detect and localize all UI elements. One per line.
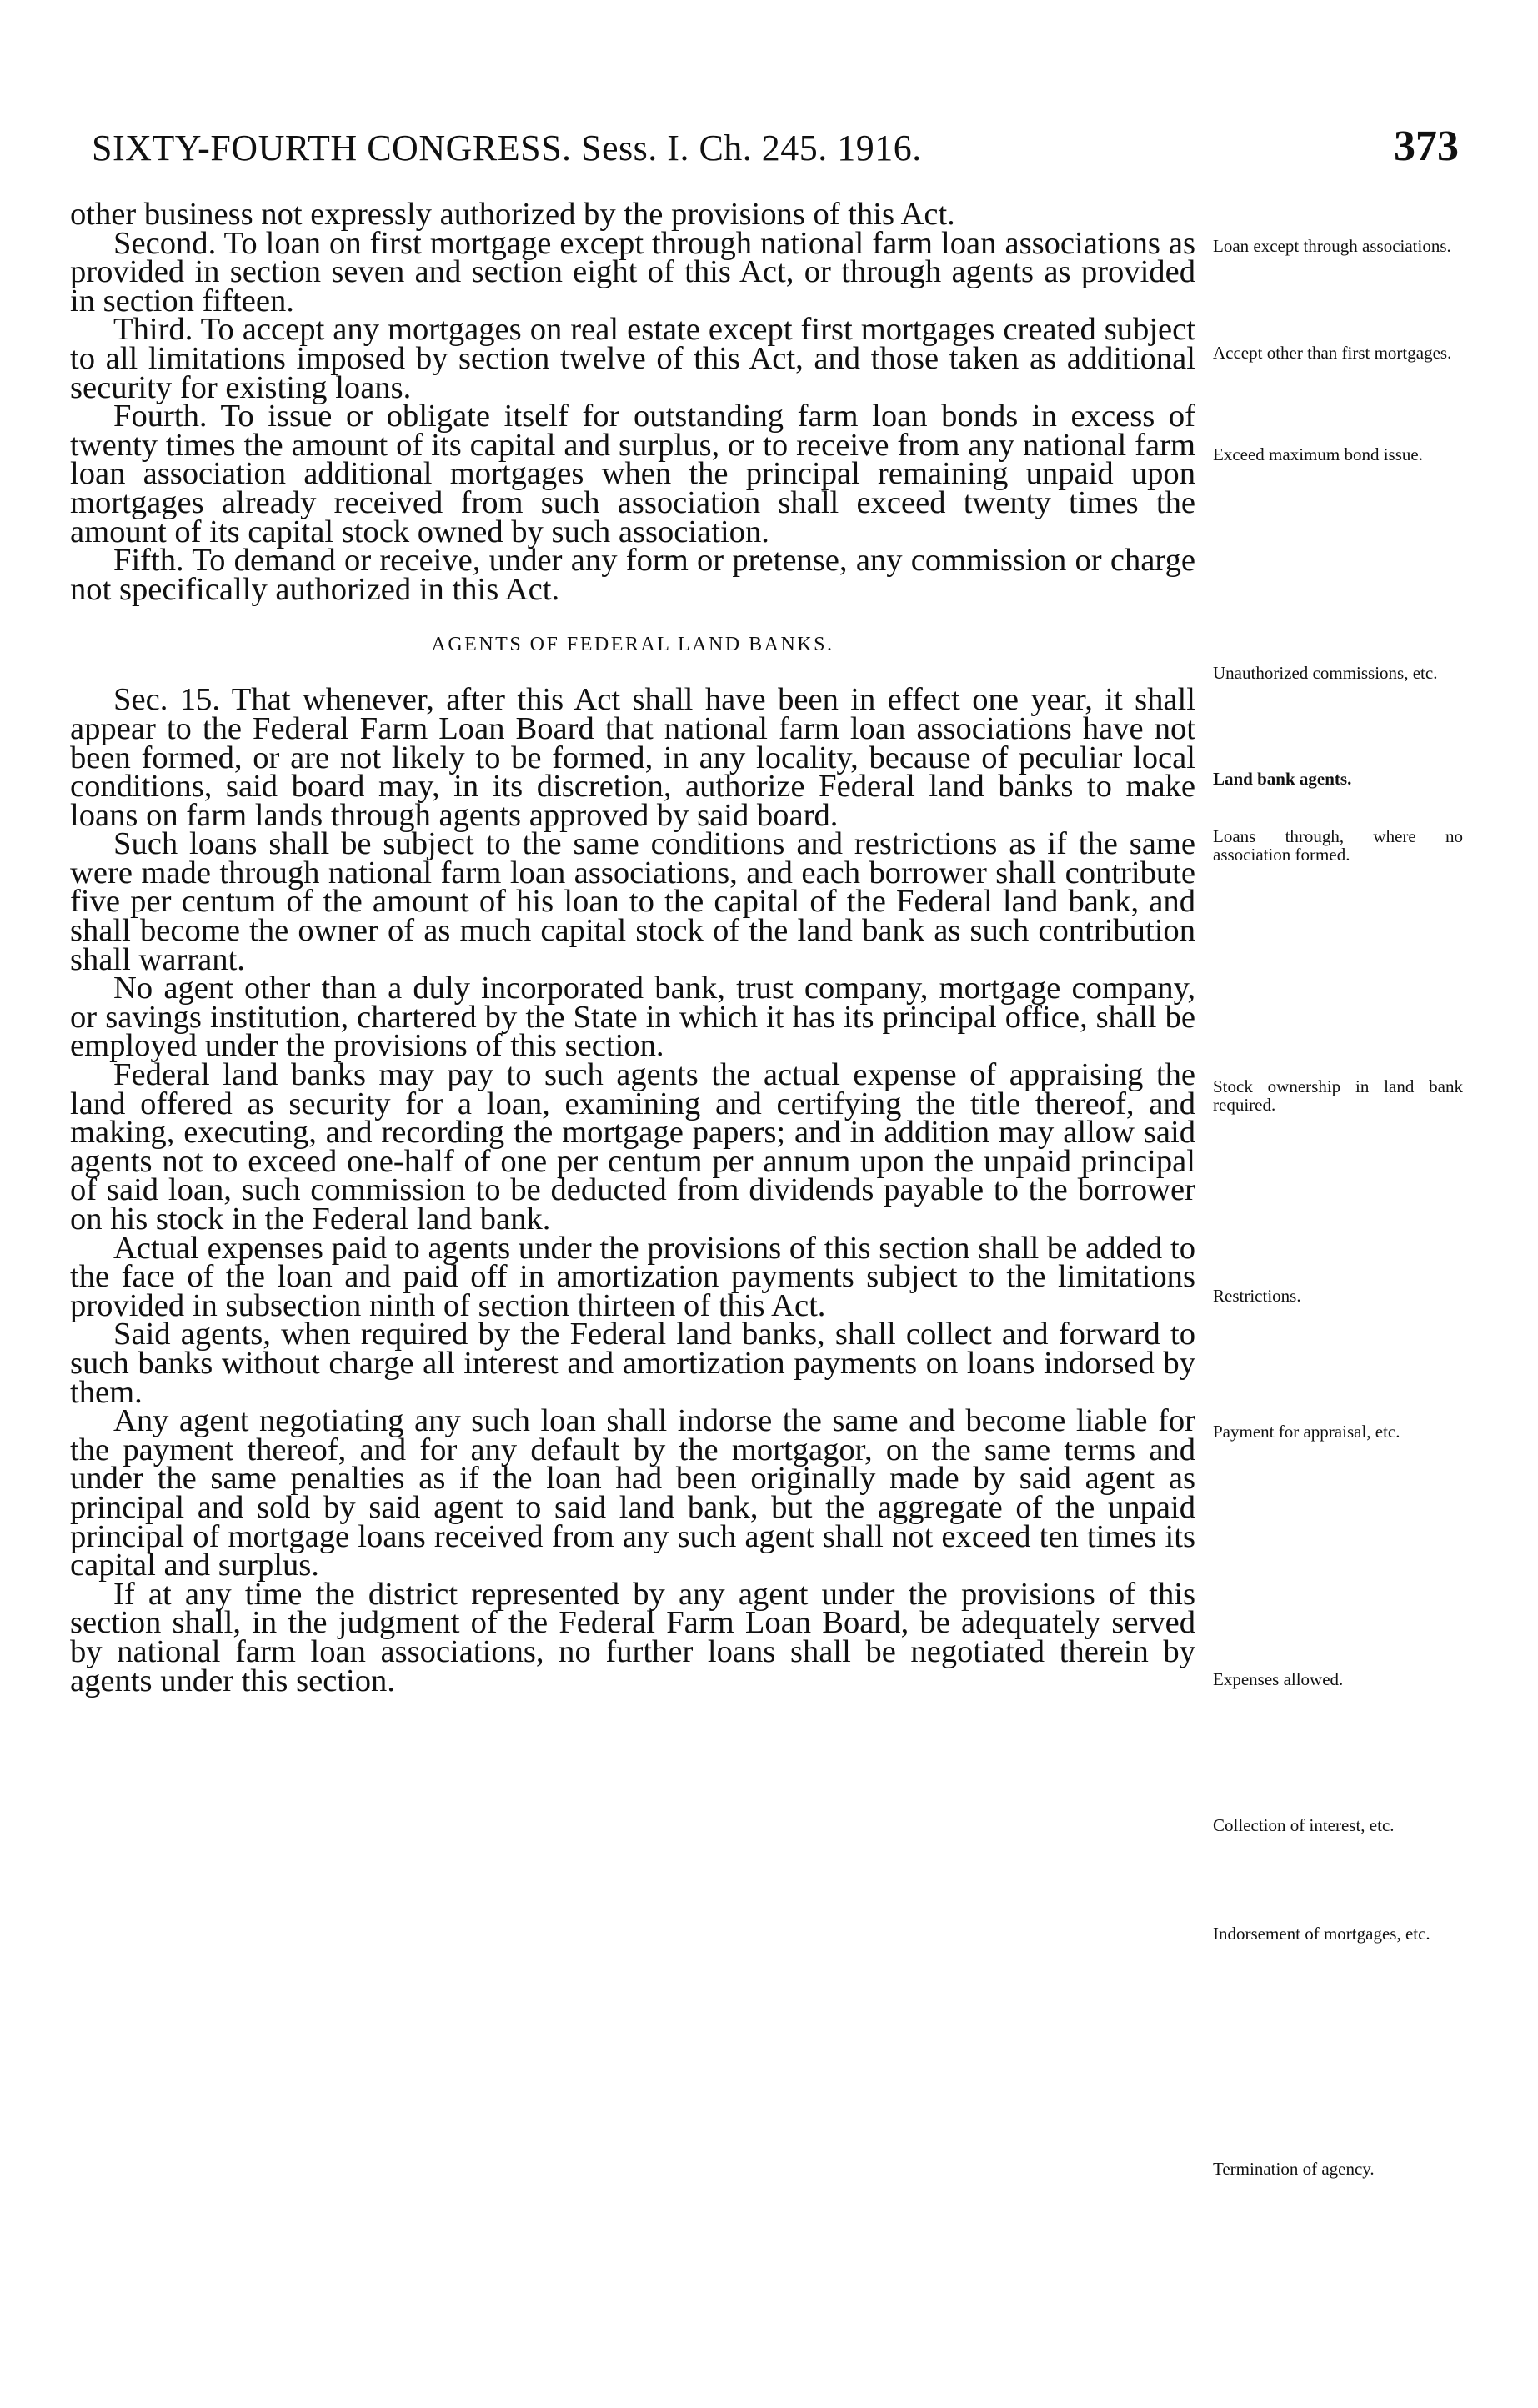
margin-note: Expenses allowed. [1213,1669,1344,1689]
statute-text [70,197,1195,1698]
margin-note: Unauthorized commissions, etc. [1213,663,1438,683]
paragraph-appraisal: Federal land banks may pay to such agents the actual expense of appraising the land offered as security for a loan, examining and certifying the title thereof, and making, executing, and recording the mortgage papers; and in addition may allow said agents not to exceed one-half of one per centum per annum upon the unpaid principal of said loan, such commission to be deducted from dividends payable to the borrower on his stock in the Federal land bank. [70,1057,1195,1237]
margin-note: Indorsement of mortgages, etc. [1213,1924,1430,1944]
running-head: SIXTY-FOURTH CONGRESS. Sess. I. Ch. 245. 1916. [92,128,922,168]
margin-note: Payment for appraisal, etc. [1213,1422,1400,1442]
paragraph-expenses: Actual expenses paid to agents under the provisions of this section shall be added to the face of the loan and paid off in amortization payments subject to the limitations provided in subsection ninth of section thirteen of this Act. [70,1230,1195,1323]
margin-note: Restrictions. [1213,1286,1301,1306]
page-number: 373 [1394,123,1459,170]
margin-note: Collection of interest, etc. [1213,1815,1395,1835]
paragraph-termination: If at any time the district represented by any agent under the provisions of this section shall, in the judgment of the Federal Farm Loan Board, be adequately served by national farm loan associations, no further loans shall be negotiated therein by agents under this section. [70,1576,1195,1698]
paragraph-second: Second. To loan on first mortgage except through national farm loan associations as provided in section seven and section eight of this Act, or through agents as provided in section fifteen. [70,225,1195,319]
paragraph-restrictions: No agent other than a duly incorporated bank, trust company, mortgage company, or savings institution, chartered by the State in which it has its principal office, shall be employed under the provisions of this section. [70,971,1195,1064]
paragraph-indorsement: Any agent negotiating any such loan shall indorse the same and become liable for the payment thereof, and for any default by the mortgagor, on the same terms and under the same penalties as if the loan had been originally made by said agent as principal and sold by said agent to said land bank, but the aggregate of the unpaid principal of mortgage loans received from any such agent shall not exceed ten times its capital and surplus. [70,1403,1195,1583]
margin-note: Land bank agents. [1213,769,1352,789]
section-heading: AGENTS OF FEDERAL LAND BANKS. [431,634,834,656]
paragraph-sec-15: Sec. 15. That whenever, after this Act shall have been in effect one year, it shall appear to the Federal Farm Loan Board that national farm loan associations have not been formed, or are not likely to be formed, in any locality, because of peculiar local conditions, said board may, in its discretion, authorize Federal land banks to make loans on farm lands through agents approved by said board. [70,682,1195,833]
margin-note: Stock ownership in land bank required. [1213,1076,1463,1115]
paragraph-collection: Said agents, when required by the Federal land banks, shall collect and forward to such banks without charge all interest and amortization payments on loans indorsed by them. [70,1317,1195,1410]
margin-note: Accept other than first mortgages. [1213,343,1452,363]
paragraph-fourth: Fourth. To issue or obligate itself for outstanding farm loan bonds in excess of twenty times the amount of its capital and surplus, or to receive from any national farm loan association additional mortgages when the principal remaining unpaid upon mortgages already received from such association shall exceed twenty times the amount of its capital stock owned by such association. [70,399,1195,549]
paragraph-fifth: Fifth. To demand or receive, under any form or pretense, any commission or charge not specifically authorized in this Act. [70,543,1195,607]
margin-note: Termination of agency. [1213,2159,1375,2179]
page-header [83,123,1467,185]
margin-note: Exceed maximum bond issue. [1213,444,1423,464]
margin-note: Loans through, where no association formed. [1213,826,1463,865]
margin-note: Loan except through associations. [1213,236,1451,256]
paragraph-stock-ownership: Such loans shall be subject to the same conditions and restrictions as if the same were made through national farm loan associations, and each borrower shall contribute five per centum of the amount of his loan to the capital of the Federal land bank, and shall become the owner of as much capital stock of the land bank as such contribution shall warrant. [70,826,1195,977]
paragraph-continuation: other business not expressly authorized by the provisions of this Act. [70,197,955,232]
paragraph-third: Third. To accept any mortgages on real estate except first mortgages created subject to all limitations imposed by section twelve of this Act, and those taken as additional security for existing loans. [70,312,1195,405]
